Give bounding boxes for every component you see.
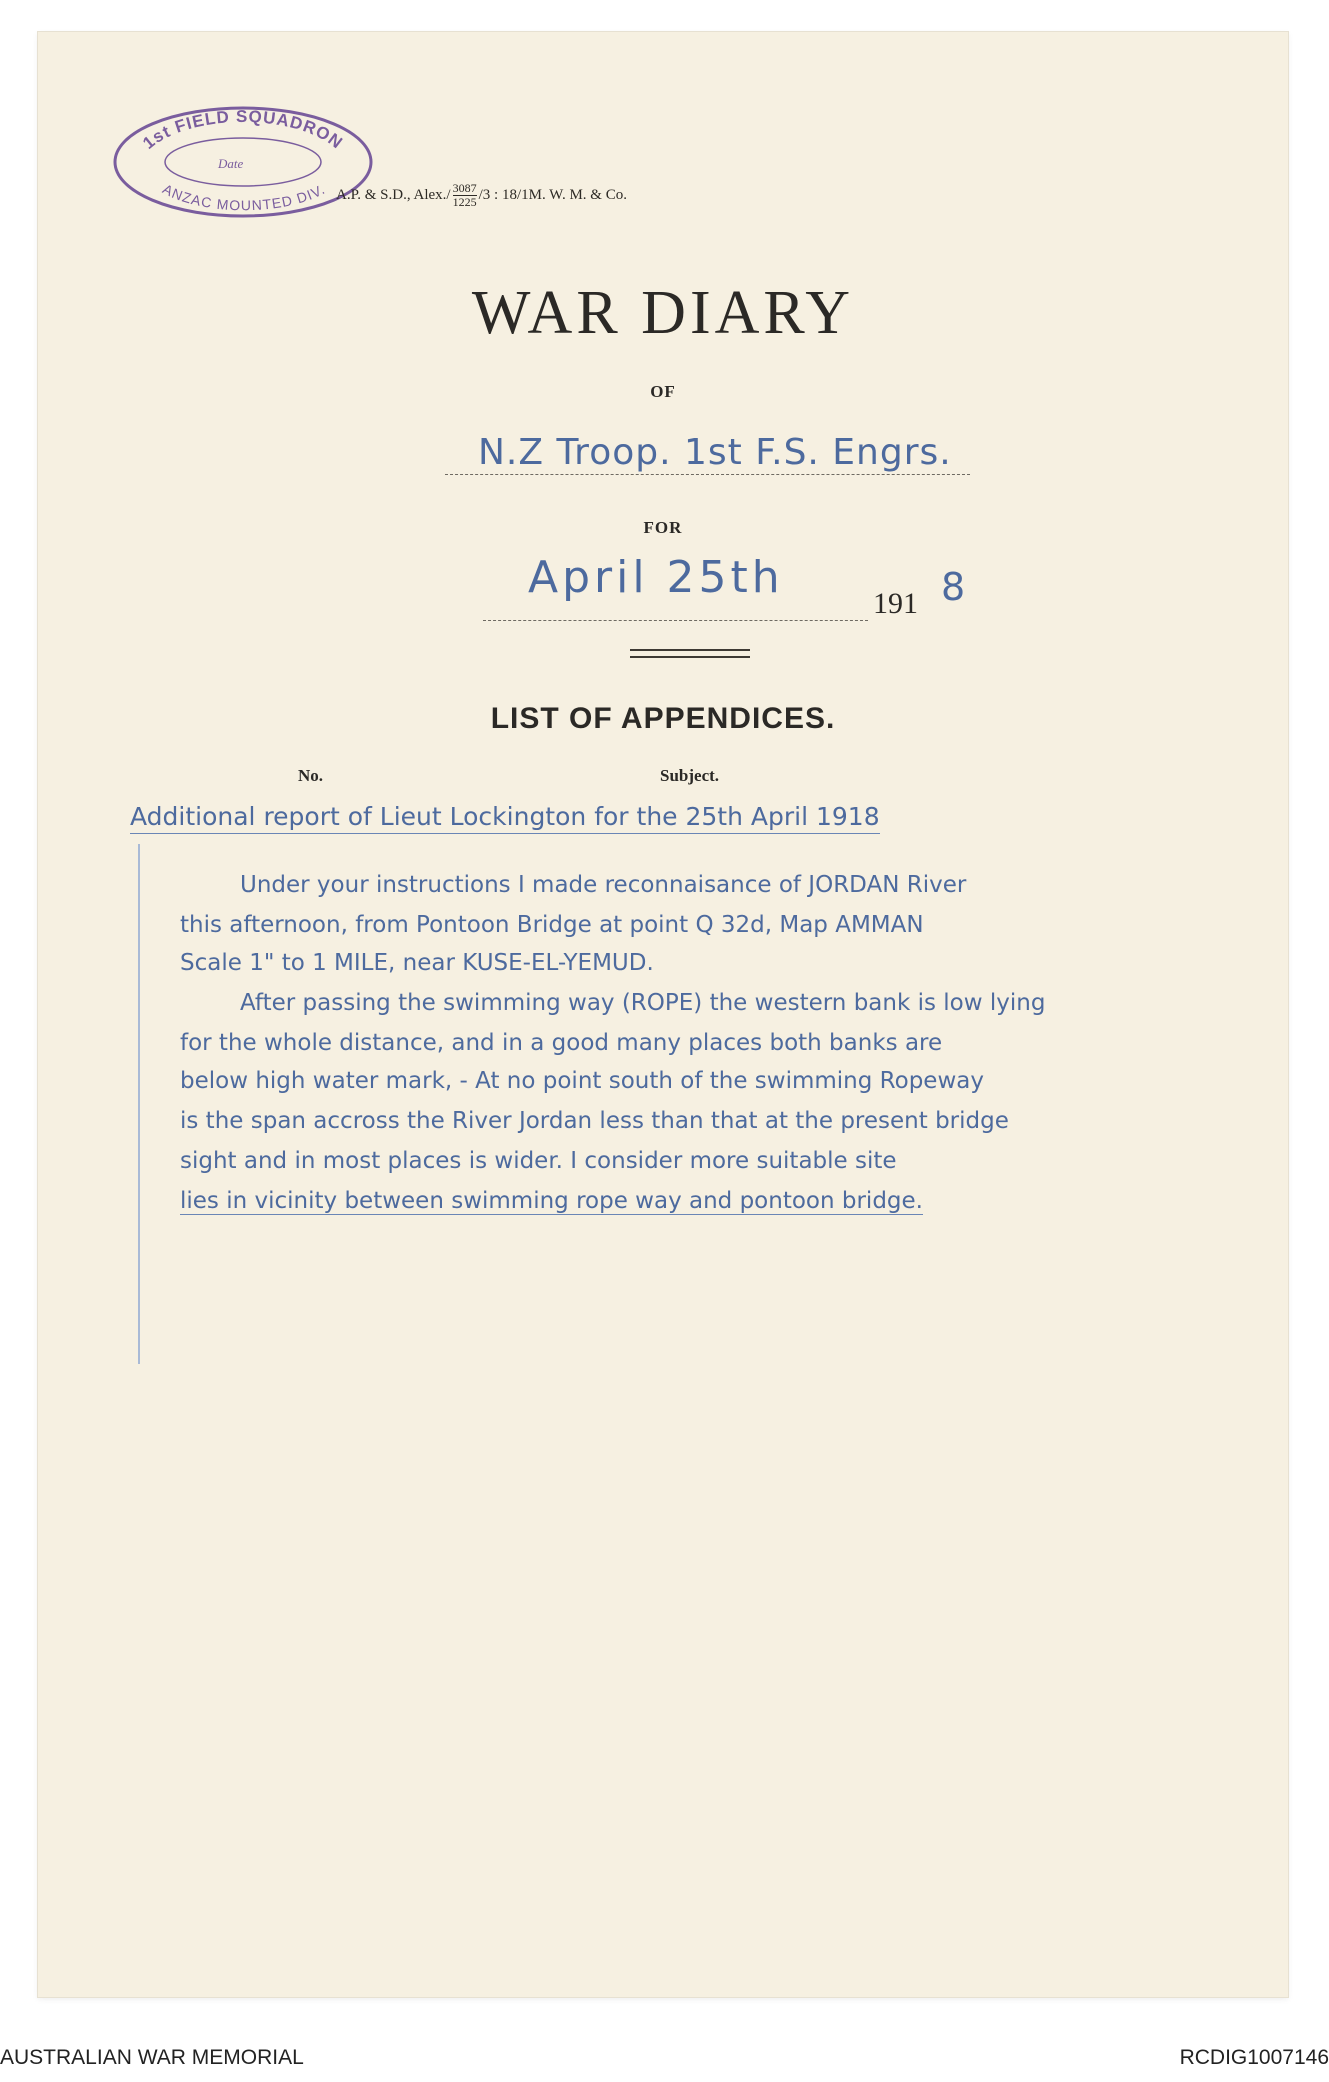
- svg-text:1st FIELD SQUADRON: [139, 107, 346, 153]
- report-line: Under your instructions I made reconnaisance of JORDAN River: [240, 872, 967, 898]
- stamp-date-text: Date: [218, 156, 244, 171]
- of-label: OF: [650, 382, 676, 401]
- printer-suffix: /3 : 18/1M. W. M. & Co.: [478, 186, 627, 203]
- stamp-bottom-text: ANZAC MOUNTED DIV.: [160, 180, 328, 214]
- date-handwritten: April 25th: [528, 552, 784, 603]
- margin-line: [138, 844, 140, 1364]
- double-rule-top: [630, 649, 750, 651]
- printer-prefix: A.P. & S.D., Alex./: [336, 186, 451, 203]
- diary-page: [38, 32, 1288, 1997]
- column-no: No.: [298, 766, 324, 785]
- year-handwritten: 8: [941, 565, 966, 609]
- report-line: After passing the swimming way (ROPE) the western bank is low lying: [240, 990, 1046, 1016]
- printer-fraction: [453, 182, 477, 209]
- double-rule-bottom: [630, 656, 750, 658]
- stamp-top-text: 1st FIELD SQUADRON: [139, 106, 347, 153]
- footer-source: AUSTRALIAN WAR MEMORIAL: [0, 2046, 304, 2069]
- unit-handwritten: N.Z Troop. 1st F.S. Engrs.: [478, 432, 952, 473]
- column-subject: Subject.: [660, 766, 720, 785]
- printer-imprint: [336, 182, 627, 209]
- year-printed: 191: [873, 587, 918, 620]
- printer-frac-bottom: 1225: [452, 195, 477, 209]
- report-line: is the span accross the River Jordan less than that at the present bridge: [180, 1108, 1009, 1134]
- report-line: for the whole distance, and in a good many places both banks are: [180, 1030, 943, 1056]
- report-line: lies in vicinity between swimming rope way and pontoon bridge.: [180, 1188, 923, 1214]
- printer-frac-top: 3087: [452, 181, 477, 195]
- report-line: below high water mark, - At no point south of the swimming Ropeway: [180, 1068, 984, 1094]
- report-title: Additional report of Lieut Lockington for the 25th April 1918: [130, 802, 880, 834]
- page-title: WAR DIARY: [471, 279, 855, 347]
- footer-id: RCDIG1007146: [1179, 2046, 1329, 2069]
- report-line: sight and in most places is wider. I consider more suitable site: [180, 1148, 897, 1174]
- for-label: FOR: [643, 518, 683, 537]
- report-line: this afternoon, from Pontoon Bridge at point Q 32d, Map AMMAN: [180, 912, 924, 938]
- appendices-heading: LIST OF APPENDICES.: [490, 702, 836, 735]
- report-line: Scale 1" to 1 MILE, near KUSE-EL-YEMUD.: [180, 950, 654, 976]
